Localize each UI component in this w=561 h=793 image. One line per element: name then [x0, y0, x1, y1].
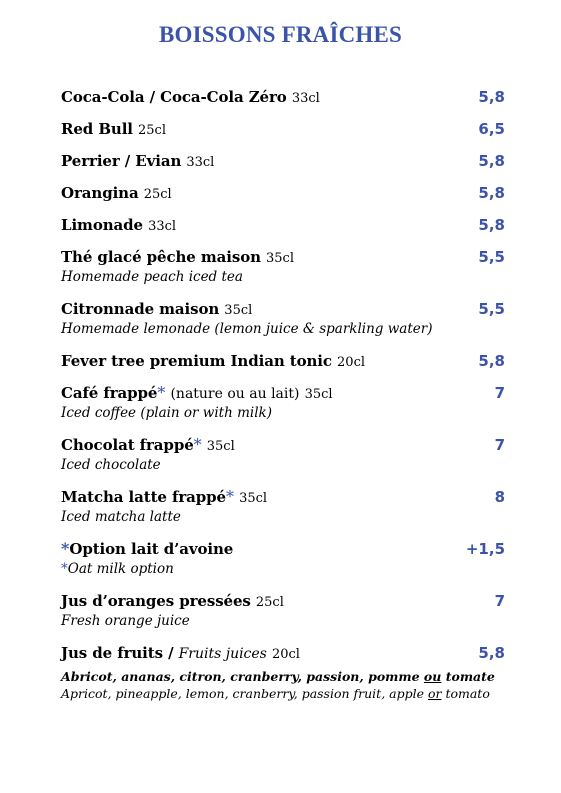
item-name-english: Fruits juices: [178, 646, 267, 662]
menu-item: [61, 486, 505, 528]
item-name: Fever tree premium Indian tonic: [61, 352, 332, 370]
item-name: Red Bull: [61, 120, 133, 138]
item-price: 7: [494, 384, 505, 402]
item-name: Orangina: [61, 184, 139, 202]
item-description: Iced matcha latte: [61, 509, 181, 525]
item-price: 8: [494, 488, 505, 506]
item-price: 5,8: [478, 184, 505, 202]
item-size: 20cl: [337, 355, 366, 370]
asterisk-mark: *: [61, 539, 70, 558]
item-size: 33cl: [148, 219, 177, 234]
fruit-list-text: Apricot, pineapple, lemon, cranberry, passion fruit, apple: [61, 686, 428, 701]
item-description: Iced chocolate: [61, 457, 161, 473]
item-name: Thé glacé pêche maison: [61, 248, 261, 266]
item-name: Chocolat frappé: [61, 436, 194, 454]
item-size: 25cl: [255, 595, 284, 610]
asterisk-mark: *: [225, 487, 234, 506]
menu-item: [61, 382, 505, 424]
item-size: 35cl: [239, 491, 268, 506]
page-title: BOISSONS FRAÎCHES: [158, 22, 403, 47]
fruit-list-english: [61, 685, 505, 702]
asterisk-mark: *: [157, 383, 166, 402]
menu-item: [61, 214, 505, 236]
option-description: Oat milk option: [67, 561, 174, 577]
item-description: Homemade lemonade (lemon juice & sparkling water): [61, 321, 433, 337]
item-size: 20cl: [271, 647, 300, 662]
menu-item: [61, 246, 505, 288]
item-price: 5,8: [478, 216, 505, 234]
menu-item: [61, 590, 505, 632]
item-name: Café frappé: [61, 384, 158, 402]
menu-item: [61, 350, 505, 372]
item-size: 33cl: [186, 155, 215, 170]
item-description: Homemade peach iced tea: [61, 269, 243, 285]
option-price: +1,5: [465, 540, 505, 558]
menu-item: [61, 118, 505, 140]
item-name: Matcha latte frappé: [61, 488, 226, 506]
item-price: 6,5: [478, 120, 505, 138]
item-note: (nature ou au lait): [170, 386, 300, 402]
item-price: 7: [494, 592, 505, 610]
fruit-list-french: [61, 668, 505, 685]
item-price: 5,8: [478, 352, 505, 370]
item-price: 7: [494, 436, 505, 454]
item-price: 5,8: [478, 88, 505, 106]
item-price: 5,5: [478, 300, 505, 318]
item-size: 35cl: [266, 251, 294, 266]
menu-item: [61, 434, 505, 476]
item-name: Jus de fruits /: [61, 644, 174, 662]
fruit-list-text: tomato: [441, 686, 490, 701]
fruit-list-text: tomate: [441, 669, 495, 684]
or-word: or: [427, 686, 442, 701]
menu-item: [61, 150, 505, 172]
menu-item: [61, 298, 505, 340]
item-size: 35cl: [224, 303, 253, 318]
option-name: Option lait d’avoine: [69, 540, 234, 558]
item-description: Iced coffee (plain or with milk): [61, 405, 272, 421]
item-description: Fresh orange juice: [61, 613, 190, 629]
item-name: Coca-Cola / Coca-Cola Zéro: [61, 88, 287, 106]
drinks-list: [61, 86, 505, 712]
item-price: 5,5: [478, 248, 505, 266]
or-word: ou: [423, 669, 442, 684]
menu-item: [61, 86, 505, 108]
item-name: Citronnade maison: [61, 300, 220, 318]
item-size: 33cl: [291, 91, 320, 106]
option-item: [61, 538, 505, 580]
item-size: 35cl: [206, 439, 235, 454]
item-name: Perrier / Evian: [61, 152, 182, 170]
asterisk-mark: *: [193, 435, 202, 454]
menu-item: [61, 182, 505, 204]
item-size: 25cl: [138, 123, 166, 138]
item-size: 25cl: [143, 187, 172, 202]
item-name: Limonade: [61, 216, 143, 234]
fruit-list-text: Abricot, ananas, citron, cranberry, passion, pomme: [61, 669, 424, 684]
item-size: 35cl: [304, 387, 333, 402]
fruit-juice-item: [61, 642, 505, 702]
item-price: 5,8: [478, 644, 505, 662]
asterisk-mark: *: [61, 561, 68, 577]
item-price: 5,8: [478, 152, 505, 170]
item-name: Jus d’oranges pressées: [61, 592, 251, 610]
